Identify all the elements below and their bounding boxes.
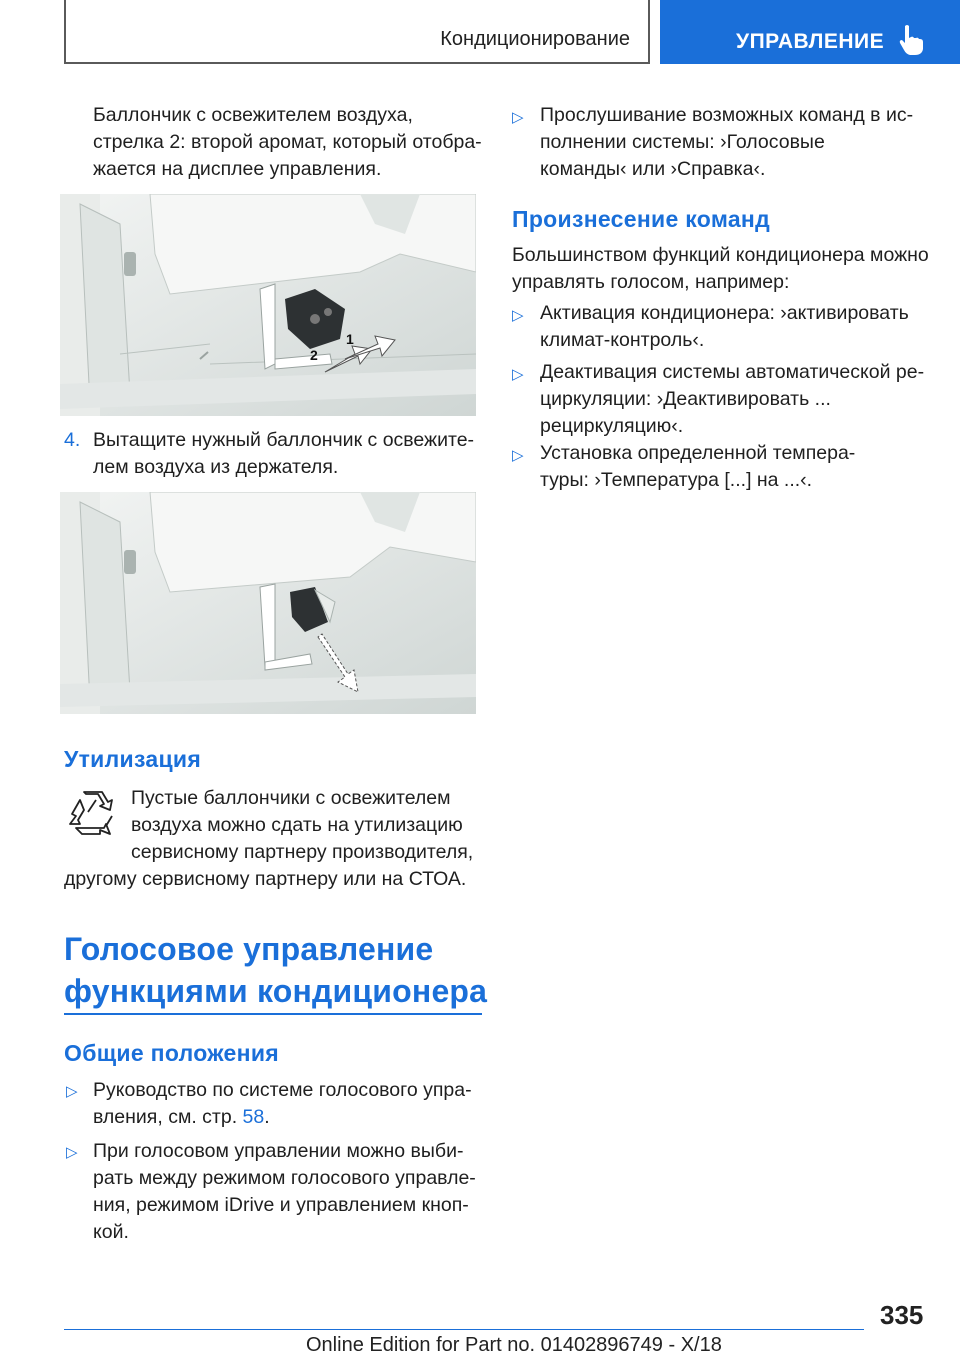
page-number: 335 <box>880 1300 924 1330</box>
section-heading-underline <box>64 1013 482 1015</box>
chapter-tab[interactable] <box>660 0 960 64</box>
intro-line-2: стрелка 2: второй аромат, который отобра- <box>93 131 482 153</box>
disposal-heading: Утилизация <box>64 746 202 772</box>
disposal-line-2: воздуха можно сдать на утилизацию <box>131 814 463 836</box>
commands-bullet-1-line-1: Активация кондиционера: ›активировать <box>540 302 909 324</box>
bullet-triangle-icon: ▷ <box>66 1144 78 1161</box>
footer-rule <box>64 1329 864 1330</box>
section-heading-line-1: Голосовое управление <box>64 931 434 967</box>
commands-intro-line-2: управлять голосом, например: <box>512 271 790 293</box>
bullet-triangle-icon: ▷ <box>512 366 524 383</box>
general-bullet-2-line-2: рать между режимом голосового управле- <box>93 1167 476 1189</box>
step-4-number: 4. <box>64 429 81 451</box>
chapter-tab-label: УПРАВЛЕНИЕ <box>736 30 885 53</box>
general-bullet-1-line-1: Руководство по системе голосового упра- <box>93 1079 472 1101</box>
general-bullet-1-end: . <box>264 1106 270 1128</box>
general-bullet-1-text: вления, см. стр. <box>93 1106 243 1128</box>
bullet-triangle-icon: ▷ <box>512 109 524 126</box>
commands-bullet-1-line-2: климат-контроль‹. <box>540 329 705 351</box>
commands-bullet-2-line-2: циркуляции: ›Деактивировать ... <box>540 388 831 410</box>
bullet-triangle-icon: ▷ <box>66 1083 78 1100</box>
header-section-title: Кондиционирование <box>440 28 630 50</box>
figure-1-illustration <box>60 194 476 416</box>
commands-heading: Произнесение команд <box>512 206 771 232</box>
figure-remove-cartridge <box>60 492 476 714</box>
commands-bullet-2-line-3: рециркуляцию‹. <box>540 415 684 437</box>
general-bullet-2-line-3: ния, режимом iDrive и управлением кноп- <box>93 1194 469 1216</box>
figure-2-illustration <box>60 492 476 714</box>
header-section-box <box>64 0 650 64</box>
intro-line-1: Баллончик с освежителем воздуха, <box>93 104 413 126</box>
general-bullet-1-line-2 <box>93 1104 270 1130</box>
commands-bullet-3-line-1: Установка определенной темпера- <box>540 442 856 464</box>
page-link-58[interactable]: 58 <box>242 1106 265 1128</box>
callout-2: 2 <box>310 347 318 363</box>
disposal-line-1: Пустые баллончики с освежителем <box>131 787 451 809</box>
section-heading-line-2: функциями кондиционера <box>64 973 488 1009</box>
disposal-line-4: другому сервисному партнеру или на СТОА. <box>64 868 467 890</box>
callout-1: 1 <box>346 331 354 347</box>
bullet-triangle-icon: ▷ <box>512 447 524 464</box>
commands-bullet-2-line-1: Деактивация системы автоматической ре- <box>540 361 925 383</box>
right-bullet-0-line-3: команды‹ или ›Справка‹. <box>540 158 766 180</box>
step-4-line-1: Вытащите нужный баллончик с освежите- <box>93 429 475 451</box>
commands-bullet-3-line-2: туры: ›Температура [...] на ...‹. <box>540 469 813 491</box>
intro-line-3: жается на дисплее управления. <box>93 158 382 180</box>
disposal-line-3: сервисному партнеру производителя, <box>131 841 474 863</box>
general-bullet-2-line-1: При голосовом управлении можно выби- <box>93 1140 464 1162</box>
general-bullet-2-line-4: кой. <box>93 1221 129 1243</box>
right-bullet-0-line-1: Прослушивание возможных команд в ис- <box>540 104 914 126</box>
commands-intro-line-1: Большинством функций кондиционера можно <box>512 244 929 266</box>
pointing-hand-icon <box>898 24 924 56</box>
bullet-triangle-icon: ▷ <box>512 307 524 324</box>
step-4-line-2: лем воздуха из держателя. <box>93 456 339 478</box>
footer-edition: Online Edition for Part no. 01402896749 - X/18 <box>306 1334 722 1356</box>
right-bullet-0-line-2: полнении системы: ›Голосовые <box>540 131 825 153</box>
figure-air-freshener-holder <box>60 194 476 416</box>
recycle-icon <box>66 788 118 838</box>
general-heading: Общие положения <box>64 1040 279 1066</box>
